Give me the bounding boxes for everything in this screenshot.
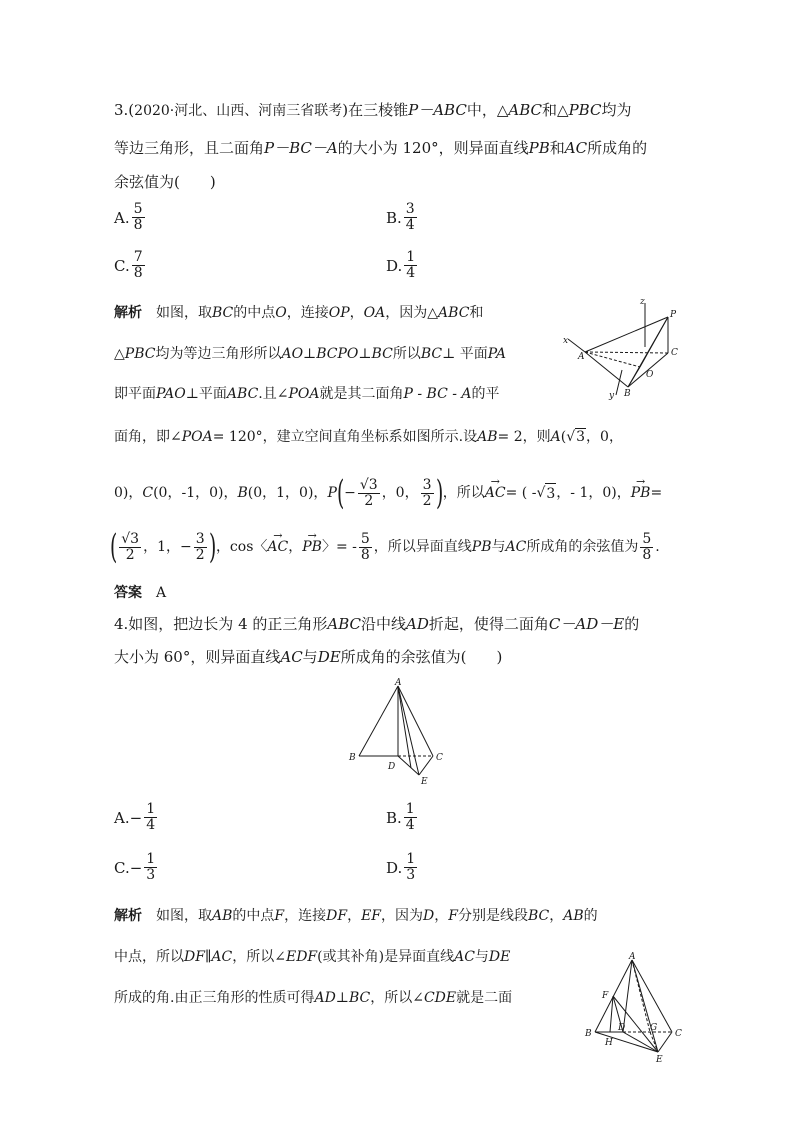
fig3-label-h: H	[605, 1038, 613, 1048]
fig1-edge-po	[640, 317, 668, 367]
fig2-label-a: A	[395, 678, 402, 688]
fig1-label-y: y	[609, 391, 615, 401]
q3-stem-line1: 3.(2020·河北、山西、河南三省联考)在三棱锥P－ABC中，△ABC和△PBC均为	[114, 101, 632, 119]
fig1-edge-ac	[585, 352, 668, 353]
q3-analysis-line3: 即平面PAO⊥平面ABC.且∠POA就是其二面角P - BC - A的平	[114, 386, 500, 402]
fig3-label-e: E	[656, 1055, 663, 1065]
fig1-edge-x-axis	[568, 339, 585, 352]
fig2-label-e: E	[421, 777, 428, 787]
analysis-tag: 解析	[114, 908, 142, 924]
q4-option-a: A. − $\frac{1}{4}$	[114, 801, 156, 833]
fig3-label-a: A	[629, 952, 636, 962]
figure-folded-triangle-midpoints	[580, 950, 690, 1068]
answer-tag: 答案	[114, 585, 142, 601]
fig2-label-c: C	[436, 753, 443, 763]
fig1-label-c: C	[671, 348, 678, 358]
fig3-edge-ac	[632, 960, 672, 1032]
answer-value: A	[156, 585, 167, 601]
fig1-label-a: A	[578, 352, 585, 362]
fig1-label-p: P	[670, 310, 677, 320]
fig2-edge-de	[398, 756, 419, 775]
q4-analysis-line3: 所成的角.由正三角形的性质可得AD⊥BC，所以∠CDE就是二面	[114, 990, 513, 1006]
q4-stem-line2: 大小为 60°，则异面直线AC与DE所成角的余弦值为( )	[114, 648, 503, 666]
fig2-label-d: D	[388, 762, 396, 772]
q3-analysis-line4: 面角，即∠POA= 120°，建立空间直角坐标系如图所示.设AB= 2，则A(√3，0，	[114, 429, 623, 445]
fig2-edge-ce	[419, 756, 433, 775]
q3-analysis-line1: 解析 如图，取BC的中点O，连接OP，OA，因为△ABC和	[114, 305, 484, 321]
fig1-label-o: O	[646, 370, 654, 380]
fig1-label-z: z	[640, 297, 645, 307]
q4-analysis-line2: 中点，所以DF∥AC，所以∠EDF(或其补角)是异面直线AC与DE	[114, 949, 511, 965]
fig1-edge-ab	[585, 352, 628, 387]
q4-option-b: B. $\frac{1}{4}$	[386, 801, 415, 833]
fig3-label-b: B	[585, 1029, 592, 1039]
q3-option-d: D. $\frac{1}{4}$	[386, 249, 416, 281]
fig1-label-b: B	[624, 389, 631, 399]
fig3-label-f: F	[602, 991, 609, 1001]
q3-stem-line3: 余弦值为( )	[114, 173, 216, 191]
q4-option-c: C. − $\frac{1}{3}$	[114, 851, 156, 883]
fig1-edge-pa	[585, 317, 668, 352]
q3-analysis-line5: 0)， C (0，-1，0)， B (0，1，0)， P ( − $\frac{√3}{2}$ ，0， $\frac{3}{2}$ ) ，所以 → AC = ( - √ 3 ，- 1，0)， → PB =	[114, 476, 662, 510]
fig2-edge-ab	[359, 686, 398, 756]
fig1-edge-bo	[628, 367, 640, 387]
fig3-edge-ad	[623, 960, 632, 1032]
fig2-label-b: B	[349, 753, 356, 763]
q4-analysis-line1: 解析 如图，取AB的中点F，连接DF，EF，因为D，F分别是线段BC，AB的	[114, 908, 598, 924]
q4-option-d: D. $\frac{1}{3}$	[386, 851, 416, 883]
fig3-label-d: D	[618, 1023, 626, 1033]
analysis-tag: 解析	[114, 305, 142, 321]
q3-stem-line2: 等边三角形，且二面角P－BC－A的大小为 120°，则异面直线PB和AC所成角的	[114, 139, 648, 157]
fig3-edge-ae	[632, 960, 658, 1052]
fig1-edge-y-axis	[616, 370, 622, 395]
q3-analysis-line6: ( $\frac{√3}{2}$ ，1， − $\frac{3}{2}$ ) ，cos〈 → AC ， → PB 〉= - $\frac{5}{8}$ ，所以异面直线 PB 与 AC 所成角的余弦值为 $\frac{5}{8}$ .	[110, 530, 660, 564]
fig1-label-x: x	[563, 336, 569, 346]
fig1-edge-ao	[585, 352, 640, 367]
q3-option-a: A. $\frac{5}{8}$	[114, 201, 143, 233]
fig3-label-g: G	[650, 1023, 658, 1033]
figure-tetrahedron-coordinates	[560, 295, 690, 405]
q3-analysis-line2: △PBC均为等边三角形所以AO⊥BCPO⊥BC所以BC⊥ 平面PA	[114, 346, 506, 362]
fig3-edge-ag	[632, 960, 650, 1032]
fig2-edge-ae	[398, 686, 419, 775]
q4-stem-line1: 4.如图，把边长为 4 的正三角形ABC沿中线AD折起，使得二面角C－AD－E的	[114, 615, 640, 633]
q3-answer	[114, 583, 166, 603]
q3-option-b: B. $\frac{3}{4}$	[386, 201, 415, 233]
q3-source: 2020·河北、山西、河南三省联考	[134, 103, 343, 119]
figure-folded-triangle	[345, 676, 455, 788]
q3-option-c: C. $\frac{7}{8}$	[114, 249, 143, 281]
fig3-label-c: C	[675, 1029, 682, 1039]
fig3-edge-ce	[658, 1032, 672, 1052]
